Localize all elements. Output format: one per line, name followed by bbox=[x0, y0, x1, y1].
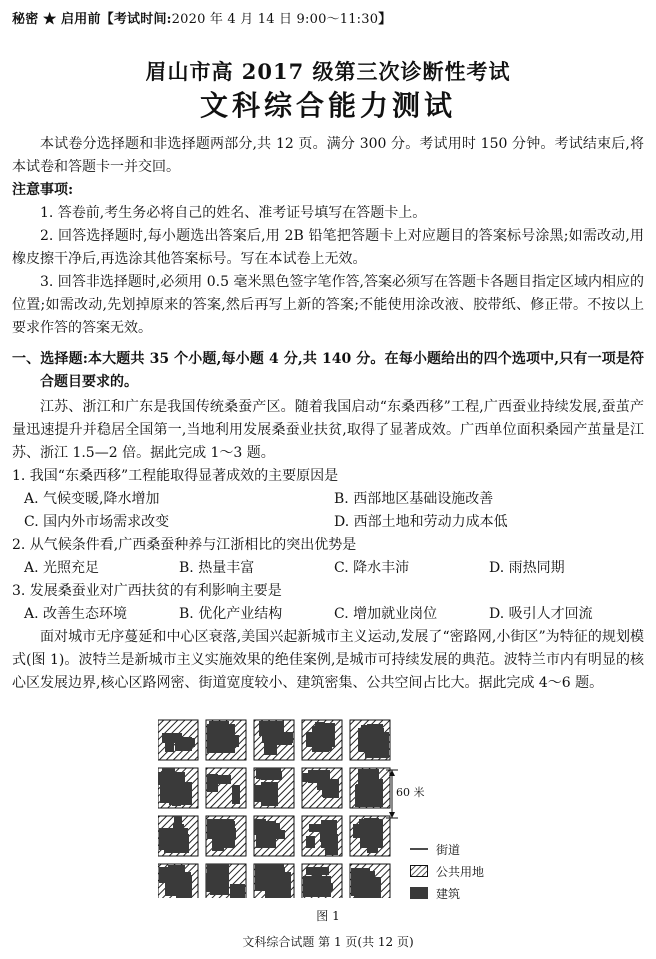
secret-label: 秘密 ★ 启用前【考试时间: bbox=[12, 12, 172, 27]
building-footprint bbox=[322, 723, 335, 736]
q2-option-a: A. 光照充足 bbox=[24, 560, 100, 576]
building-footprint bbox=[165, 734, 174, 752]
exam-subject: 文科综合能力测试 bbox=[199, 89, 456, 122]
building-footprint bbox=[213, 775, 231, 784]
q2-option-d: D. 雨热同期 bbox=[489, 560, 565, 576]
note-item-2: 2. 回答选择题时,每小题选出答案后,用 2B 铅笔把答题卡上对应题目的答案标号涂黑;如需改动,用橡皮擦干净后,再选涂其他答案标号。写在本试卷上无效。 bbox=[12, 228, 644, 267]
section-heading: 一、选择题:本大题共 35 个小题,每小题 4 分,共 140 分。在每小题给出的四个选项中,只有一项是符合题目要求的。 bbox=[12, 351, 644, 390]
legend-public-land bbox=[410, 860, 484, 882]
legend-street bbox=[410, 838, 484, 860]
building-swatch bbox=[410, 887, 428, 899]
q3-option-b: B. 优化产业结构 bbox=[179, 606, 283, 622]
exam-time: 2020 年 4 月 14 日 9:00～11:30 bbox=[171, 12, 379, 27]
building-footprint bbox=[232, 785, 240, 804]
legend-building-label: 建筑 bbox=[436, 886, 461, 901]
building-footprint bbox=[358, 769, 379, 795]
street-grid-diagram bbox=[158, 718, 398, 898]
q3-option-a: A. 改善生态环境 bbox=[24, 606, 128, 622]
q1-option-a: A. 气候变暖,降水增加 bbox=[24, 491, 160, 507]
secret-end: 】 bbox=[378, 12, 392, 27]
building-footprint bbox=[254, 819, 266, 835]
q3-option-c: C. 增加就业岗位 bbox=[334, 606, 438, 622]
building-footprint bbox=[168, 865, 185, 892]
building-footprint bbox=[162, 768, 175, 794]
building-footprint bbox=[261, 771, 282, 780]
exam-title: 眉山市高 2017 级第三次诊断性考试 bbox=[145, 59, 511, 84]
building-footprint bbox=[207, 864, 229, 882]
q1-option-c: C. 国内外市场需求改变 bbox=[24, 514, 170, 530]
question-3-options bbox=[24, 603, 644, 626]
page-footer: 文科综合试题 第 1 页(共 12 页) bbox=[242, 935, 414, 949]
q2-option-b: B. 热量丰富 bbox=[179, 560, 255, 576]
public-land-swatch bbox=[410, 865, 428, 877]
q1-option-b: B. 西部地区基础设施改善 bbox=[334, 491, 494, 507]
building-footprint bbox=[261, 782, 278, 806]
building-footprint bbox=[322, 787, 339, 797]
question-1-stem: 1. 我国“东桑西移”工程能取得显著成效的主要原因是 bbox=[12, 468, 339, 484]
q3-option-d: D. 吸引人才回流 bbox=[489, 606, 593, 622]
building-footprint bbox=[207, 819, 234, 839]
building-footprint bbox=[265, 872, 291, 898]
figure-legend bbox=[410, 838, 484, 904]
building-footprint bbox=[277, 830, 285, 839]
building-footprint bbox=[174, 816, 182, 845]
question-2-stem: 2. 从气候条件看,广西桑蚕种养与江浙相比的突出优势是 bbox=[12, 537, 357, 553]
passage-2: 面对城市无序蔓延和中心区衰落,美国兴起新城市主义运动,发展了“密路网,小街区”为特征的规划模式(图 1)。波特兰是新城市主义实施效果的绝佳案例,是城市可持续发展的典范。波特兰市内有明显的核心区发展边界,核心区路网密、街道宽度较小、建筑密集、公共空间占比大。据此完成 4～6 题。 bbox=[12, 629, 644, 691]
q2-option-c: C. 降水丰沛 bbox=[334, 560, 410, 576]
figure-caption: 图 1 bbox=[316, 909, 340, 923]
intro-paragraph: 本试卷分选择题和非选择题两部分,共 12 页。满分 300 分。考试用时 150 分钟。考试结束后,将本试卷和答题卡一并交回。 bbox=[12, 136, 644, 175]
building-footprint bbox=[354, 877, 381, 898]
building-footprint bbox=[306, 867, 329, 875]
confidential-header bbox=[12, 8, 391, 27]
note-item-1: 1. 答卷前,考生务必将自己的姓名、准考证号填写在答题卡上。 bbox=[40, 205, 427, 221]
question-1-options bbox=[24, 488, 644, 534]
building-footprint bbox=[321, 820, 337, 848]
building-footprint bbox=[210, 735, 239, 747]
building-footprint bbox=[367, 724, 383, 747]
building-footprint bbox=[364, 818, 379, 838]
question-2-options bbox=[24, 557, 644, 580]
passage-1: 江苏、浙江和广东是我国传统桑蚕产区。随着我国启动“东桑西移”工程,广西蚕业持续发展,蚕茧产量迅速提升并稳居全国第一,当地利用发展桑蚕业扶贫,取得了显著成效。广西单位面积桑园产茧量是江苏、浙江 1.5—2 倍。据此完成 1～3 题。 bbox=[12, 399, 644, 461]
building-footprint bbox=[264, 734, 277, 755]
notes-heading: 注意事项: bbox=[12, 182, 74, 198]
legend-building bbox=[410, 882, 484, 904]
legend-public-land-label: 公共用地 bbox=[436, 864, 485, 879]
question-3-stem: 3. 发展桑蚕业对广西扶贫的有利影响主要是 bbox=[12, 583, 282, 599]
building-footprint bbox=[230, 884, 245, 898]
legend-street-label: 街道 bbox=[436, 842, 461, 857]
q1-option-d: D. 西部土地和劳动力成本低 bbox=[334, 514, 508, 530]
dimension-label: 60 米 bbox=[396, 786, 425, 799]
building-footprint bbox=[175, 737, 192, 751]
building-footprint bbox=[308, 879, 323, 888]
street-grid-figure bbox=[158, 718, 398, 902]
street-swatch bbox=[410, 843, 428, 855]
building-footprint bbox=[306, 836, 315, 848]
note-item-3: 3. 回答非选择题时,必须用 0.5 毫米黑色签字笔作答,答案必须写在答题卡各题目指定区域内相应的位置;如需改动,先划掉原来的答案,然后再写上新的答案;不能使用涂改液、胶带纸、修正带。不按以上要求作答的答案无效。 bbox=[12, 274, 644, 336]
